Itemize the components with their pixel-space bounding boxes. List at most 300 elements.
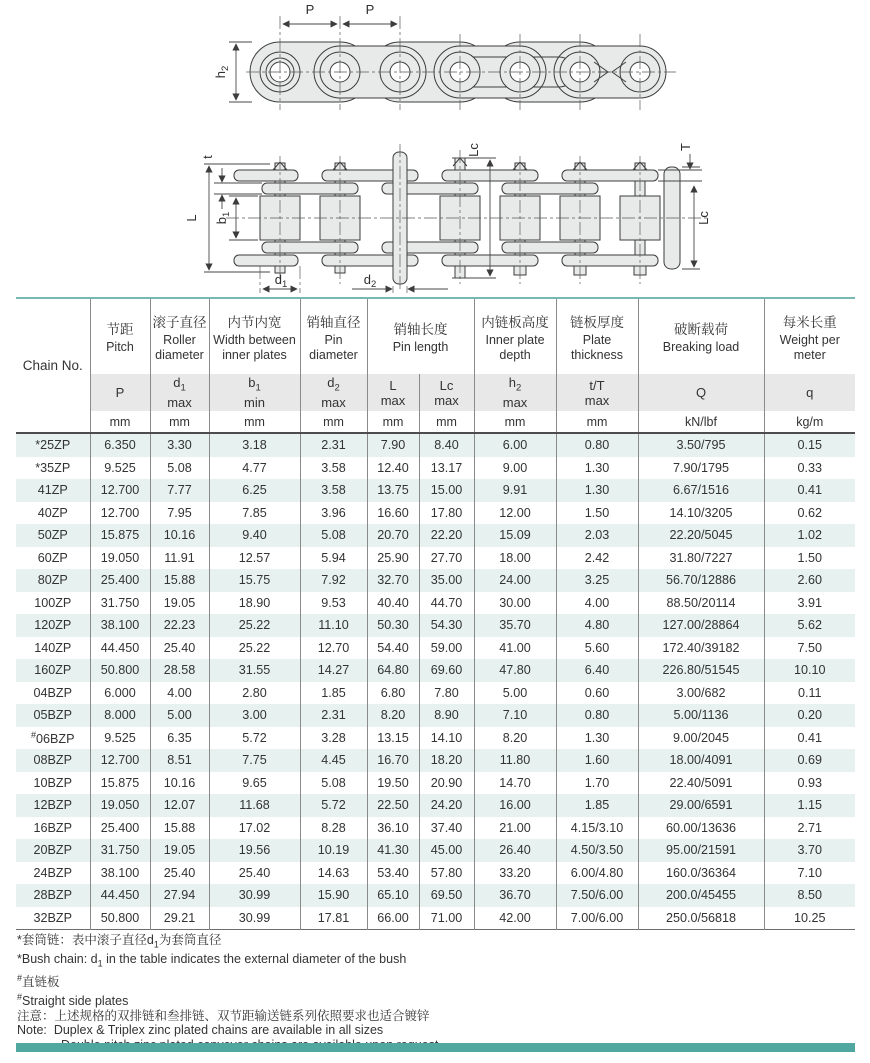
- value-cell: 30.99: [209, 884, 300, 907]
- value-cell: 22.23: [150, 614, 209, 637]
- subcol-symbol-weight-per-meter: q: [764, 374, 855, 411]
- value-cell: 69.60: [419, 659, 474, 682]
- value-cell: 18.00: [474, 547, 556, 570]
- value-cell: 41.30: [367, 839, 419, 862]
- value-cell: 0.60: [556, 682, 638, 705]
- unit-breaking-load: kN/lbf: [638, 411, 764, 433]
- value-cell: 6.350: [90, 433, 150, 457]
- value-cell: 25.400: [90, 569, 150, 592]
- value-cell: 59.00: [419, 637, 474, 660]
- value-cell: 2.80: [209, 682, 300, 705]
- value-cell: 7.90: [367, 433, 419, 457]
- value-cell: 25.40: [150, 637, 209, 660]
- chain-no-cell: 16BZP: [16, 817, 90, 840]
- col-header-weight-per-meter: [764, 298, 855, 374]
- col-header-en: Pin diameter: [309, 333, 358, 362]
- value-cell: 11.68: [209, 794, 300, 817]
- footnote-line: #直链板: [17, 973, 60, 990]
- unit-plate-thickness: mm: [556, 411, 638, 433]
- value-cell: 0.62: [764, 502, 855, 525]
- value-cell: 11.10: [300, 614, 367, 637]
- value-cell: 10.25: [764, 907, 855, 930]
- col-header-chain-no: Chain No.: [16, 298, 90, 433]
- subcol-symbol-plate-thickness: t/T max: [556, 374, 638, 411]
- value-cell: 38.100: [90, 862, 150, 885]
- value-cell: 172.40/39182: [638, 637, 764, 660]
- value-cell: 3.18: [209, 433, 300, 457]
- value-cell: 31.750: [90, 839, 150, 862]
- value-cell: 22.50: [367, 794, 419, 817]
- value-cell: 88.50/20114: [638, 592, 764, 615]
- value-cell: 9.65: [209, 772, 300, 795]
- value-cell: 14.10: [419, 727, 474, 750]
- chain-no-cell: 60ZP: [16, 547, 90, 570]
- value-cell: 64.80: [367, 659, 419, 682]
- table-row: [16, 772, 855, 795]
- value-cell: 54.40: [367, 637, 419, 660]
- value-cell: 27.70: [419, 547, 474, 570]
- value-cell: 95.00/21591: [638, 839, 764, 862]
- table-row: [16, 839, 855, 862]
- footnotes: [17, 933, 438, 1052]
- value-cell: 2.42: [556, 547, 638, 570]
- dim-label-L: L: [184, 214, 199, 222]
- chain-spec-table: [16, 297, 855, 930]
- chain-plan-view: [184, 143, 711, 293]
- value-cell: 19.050: [90, 547, 150, 570]
- col-header-zh: 滚子直径: [152, 315, 207, 330]
- value-cell: 127.00/28864: [638, 614, 764, 637]
- value-cell: 15.88: [150, 817, 209, 840]
- subcol-symbol-pin-length: Lc max: [419, 374, 474, 411]
- value-cell: 9.525: [90, 727, 150, 750]
- col-header-en: Breaking load: [662, 340, 740, 355]
- value-cell: 25.90: [367, 547, 419, 570]
- value-cell: 22.20: [419, 524, 474, 547]
- value-cell: 6.25: [209, 479, 300, 502]
- chain-no-cell: 100ZP: [16, 592, 90, 615]
- value-cell: 0.20: [764, 704, 855, 727]
- col-header-zh: 销轴长度: [393, 322, 448, 338]
- subcol-symbol-breaking-load: Q: [638, 374, 764, 411]
- value-cell: 71.00: [419, 907, 474, 930]
- value-cell: 3.58: [300, 457, 367, 480]
- value-cell: 19.56: [209, 839, 300, 862]
- footnote-line: 注意：上述规格的双排链和叁排链、双节距输送链系列依照要求也适合镀锌: [17, 1008, 430, 1023]
- value-cell: 31.80/7227: [638, 547, 764, 570]
- dim-label-h2: $h_2$: [213, 65, 231, 79]
- value-cell: 13.75: [367, 479, 419, 502]
- value-cell: 8.20: [474, 727, 556, 750]
- value-cell: 10.19: [300, 839, 367, 862]
- value-cell: 2.03: [556, 524, 638, 547]
- value-cell: 0.41: [764, 479, 855, 502]
- value-cell: 7.50/6.00: [556, 884, 638, 907]
- value-cell: 12.57: [209, 547, 300, 570]
- value-cell: 7.95: [150, 502, 209, 525]
- value-cell: 9.525: [90, 457, 150, 480]
- value-cell: 5.72: [300, 794, 367, 817]
- value-cell: 17.02: [209, 817, 300, 840]
- value-cell: 1.30: [556, 479, 638, 502]
- value-cell: 21.00: [474, 817, 556, 840]
- table-row: [16, 614, 855, 637]
- value-cell: 41.00: [474, 637, 556, 660]
- col-header-inner-plate-depth: [474, 298, 556, 374]
- value-cell: 50.800: [90, 907, 150, 930]
- col-header-roller-diameter: [150, 298, 209, 374]
- value-cell: 15.90: [300, 884, 367, 907]
- dim-label-lc-right: Lc: [696, 211, 711, 225]
- chain-no-cell: 32BZP: [16, 907, 90, 930]
- value-cell: 9.00/2045: [638, 727, 764, 750]
- unit-pitch: mm: [90, 411, 150, 433]
- col-header-zh: 节距: [106, 322, 134, 338]
- footnote-line: #Straight side plates: [17, 991, 129, 1009]
- value-cell: 15.875: [90, 524, 150, 547]
- table-row: [16, 433, 855, 457]
- col-header-pin-length: [367, 298, 474, 374]
- chain-technical-drawings: [0, 0, 870, 298]
- subcol-symbol-inner-plate-depth: $h_2$ max: [474, 374, 556, 411]
- dim-label-lc-top: Lc: [466, 143, 481, 157]
- value-cell: 20.70: [367, 524, 419, 547]
- unit-inner-plate-depth: mm: [474, 411, 556, 433]
- value-cell: 0.80: [556, 433, 638, 457]
- value-cell: 35.00: [419, 569, 474, 592]
- dim-label-d2: $d_2$: [363, 272, 377, 290]
- value-cell: 11.91: [150, 547, 209, 570]
- value-cell: 1.15: [764, 794, 855, 817]
- table-row: [16, 704, 855, 727]
- value-cell: 5.72: [209, 727, 300, 750]
- value-cell: 44.450: [90, 884, 150, 907]
- value-cell: 6.67/1516: [638, 479, 764, 502]
- value-cell: 3.96: [300, 502, 367, 525]
- value-cell: 32.70: [367, 569, 419, 592]
- value-cell: 2.31: [300, 704, 367, 727]
- dim-label-d1: $d_1$: [274, 272, 288, 290]
- value-cell: 38.100: [90, 614, 150, 637]
- chain-no-cell: *25ZP: [16, 433, 90, 457]
- chain-no-cell: 41ZP: [16, 479, 90, 502]
- value-cell: 37.40: [419, 817, 474, 840]
- col-header-en: Inner plate depth: [485, 333, 545, 362]
- table-row: [16, 907, 855, 930]
- value-cell: 17.80: [419, 502, 474, 525]
- subcol-symbol-pitch: P: [90, 374, 150, 411]
- table-body: [16, 433, 855, 930]
- value-cell: 5.00: [150, 704, 209, 727]
- value-cell: 5.94: [300, 547, 367, 570]
- subcol-symbol-roller-diameter: $d_1$ max: [150, 374, 209, 411]
- unit-roller-diameter: mm: [150, 411, 209, 433]
- table-row: [16, 794, 855, 817]
- value-cell: 10.16: [150, 524, 209, 547]
- col-header-zh: 内节内宽: [227, 315, 282, 330]
- value-cell: 11.80: [474, 749, 556, 772]
- value-cell: 16.60: [367, 502, 419, 525]
- col-header-inner-width: [209, 298, 300, 374]
- value-cell: 3.25: [556, 569, 638, 592]
- chain-no-cell: 50ZP: [16, 524, 90, 547]
- value-cell: 6.35: [150, 727, 209, 750]
- value-cell: 24.00: [474, 569, 556, 592]
- value-cell: 7.10: [764, 862, 855, 885]
- dim-label-p2: P: [365, 2, 375, 17]
- value-cell: 4.80: [556, 614, 638, 637]
- value-cell: 22.20/5045: [638, 524, 764, 547]
- value-cell: 44.450: [90, 637, 150, 660]
- table-row: [16, 862, 855, 885]
- value-cell: 65.10: [367, 884, 419, 907]
- value-cell: 7.92: [300, 569, 367, 592]
- value-cell: 31.750: [90, 592, 150, 615]
- value-cell: 12.00: [474, 502, 556, 525]
- value-cell: 42.00: [474, 907, 556, 930]
- chain-no-cell: #06BZP: [16, 727, 90, 750]
- value-cell: 40.40: [367, 592, 419, 615]
- value-cell: 1.02: [764, 524, 855, 547]
- col-header-en: Width between inner plates: [213, 333, 296, 362]
- table-row: [16, 727, 855, 750]
- value-cell: 66.00: [367, 907, 419, 930]
- chain-no-cell: 160ZP: [16, 659, 90, 682]
- value-cell: 4.77: [209, 457, 300, 480]
- value-cell: 50.30: [367, 614, 419, 637]
- value-cell: 14.27: [300, 659, 367, 682]
- value-cell: 1.30: [556, 457, 638, 480]
- value-cell: 15.75: [209, 569, 300, 592]
- chain-no-cell: *35ZP: [16, 457, 90, 480]
- value-cell: 12.70: [300, 637, 367, 660]
- value-cell: 1.30: [556, 727, 638, 750]
- col-header-zh: 销轴直径: [306, 315, 361, 330]
- table-row: [16, 682, 855, 705]
- value-cell: 36.10: [367, 817, 419, 840]
- footnote-line: *套筒链：表中滚子直径$d_1$为套筒直径: [17, 933, 222, 950]
- value-cell: 50.800: [90, 659, 150, 682]
- value-cell: 9.00: [474, 457, 556, 480]
- value-cell: 2.31: [300, 433, 367, 457]
- value-cell: 15.875: [90, 772, 150, 795]
- value-cell: 10.10: [764, 659, 855, 682]
- value-cell: 0.80: [556, 704, 638, 727]
- footnote-line: Note: Duplex & Triplex zinc plated chains are available in all sizes: [17, 1023, 384, 1038]
- value-cell: 9.53: [300, 592, 367, 615]
- table-row: [16, 457, 855, 480]
- chain-no-cell: 08BZP: [16, 749, 90, 772]
- value-cell: 0.93: [764, 772, 855, 795]
- col-header-en: Pin length: [392, 340, 449, 355]
- value-cell: 15.00: [419, 479, 474, 502]
- value-cell: 1.85: [556, 794, 638, 817]
- unit-inner-width: mm: [209, 411, 300, 433]
- value-cell: 22.40/5091: [638, 772, 764, 795]
- value-cell: 2.60: [764, 569, 855, 592]
- value-cell: 160.0/36364: [638, 862, 764, 885]
- value-cell: 57.80: [419, 862, 474, 885]
- value-cell: 3.30: [150, 433, 209, 457]
- value-cell: 28.58: [150, 659, 209, 682]
- chain-no-cell: 80ZP: [16, 569, 90, 592]
- chain-no-cell: 40ZP: [16, 502, 90, 525]
- value-cell: 5.00/1136: [638, 704, 764, 727]
- value-cell: 25.40: [209, 862, 300, 885]
- value-cell: 12.07: [150, 794, 209, 817]
- value-cell: 4.00: [556, 592, 638, 615]
- table-row: [16, 479, 855, 502]
- value-cell: 5.08: [300, 772, 367, 795]
- value-cell: 7.85: [209, 502, 300, 525]
- value-cell: 0.15: [764, 433, 855, 457]
- value-cell: 7.50: [764, 637, 855, 660]
- value-cell: 26.40: [474, 839, 556, 862]
- value-cell: 47.80: [474, 659, 556, 682]
- value-cell: 3.70: [764, 839, 855, 862]
- value-cell: 30.99: [209, 907, 300, 930]
- value-cell: 12.40: [367, 457, 419, 480]
- value-cell: 3.58: [300, 479, 367, 502]
- value-cell: 13.15: [367, 727, 419, 750]
- value-cell: 5.08: [300, 524, 367, 547]
- value-cell: 3.28: [300, 727, 367, 750]
- col-header-en: Roller diameter: [155, 333, 204, 362]
- value-cell: 8.28: [300, 817, 367, 840]
- value-cell: 8.90: [419, 704, 474, 727]
- chain-no-cell: 12BZP: [16, 794, 90, 817]
- value-cell: 6.00/4.80: [556, 862, 638, 885]
- value-cell: 15.88: [150, 569, 209, 592]
- value-cell: 7.80: [419, 682, 474, 705]
- value-cell: 14.63: [300, 862, 367, 885]
- table-row: [16, 569, 855, 592]
- footnote-line: *Bush chain: $d_1$ in the table indicates the external diameter of the bush: [17, 952, 407, 969]
- subcol-symbol-inner-width: $b_1$ min: [209, 374, 300, 411]
- value-cell: 1.70: [556, 772, 638, 795]
- col-header-pitch: [90, 298, 150, 374]
- value-cell: 1.60: [556, 749, 638, 772]
- table-row: [16, 659, 855, 682]
- value-cell: 16.00: [474, 794, 556, 817]
- col-header-zh: 链板厚度: [570, 315, 625, 330]
- value-cell: 12.700: [90, 502, 150, 525]
- col-header-en: Pitch: [106, 340, 134, 355]
- value-cell: 200.0/45455: [638, 884, 764, 907]
- value-cell: 18.20: [419, 749, 474, 772]
- value-cell: 13.17: [419, 457, 474, 480]
- chain-no-cell: 120ZP: [16, 614, 90, 637]
- unit-pin-length: mm: [367, 411, 419, 433]
- value-cell: 10.16: [150, 772, 209, 795]
- col-header-breaking-load: [638, 298, 764, 374]
- value-cell: 19.050: [90, 794, 150, 817]
- value-cell: 18.00/4091: [638, 749, 764, 772]
- value-cell: 19.05: [150, 592, 209, 615]
- col-header-en: Weight per meter: [779, 333, 840, 362]
- table-row: [16, 637, 855, 660]
- unit-weight-per-meter: kg/m: [764, 411, 855, 433]
- value-cell: 6.000: [90, 682, 150, 705]
- value-cell: 16.70: [367, 749, 419, 772]
- value-cell: 35.70: [474, 614, 556, 637]
- col-header-zh: 破断载荷: [674, 322, 729, 338]
- value-cell: 54.30: [419, 614, 474, 637]
- value-cell: 7.75: [209, 749, 300, 772]
- value-cell: 5.08: [150, 457, 209, 480]
- value-cell: 25.40: [150, 862, 209, 885]
- table-row: [16, 502, 855, 525]
- value-cell: 7.00/6.00: [556, 907, 638, 930]
- col-header-pin-diameter: [300, 298, 367, 374]
- dim-label-t: t: [200, 155, 215, 159]
- col-header-zh: 内链板高度: [481, 315, 549, 330]
- value-cell: 6.40: [556, 659, 638, 682]
- unit-pin-length: mm: [419, 411, 474, 433]
- table-row: [16, 884, 855, 907]
- value-cell: 5.60: [556, 637, 638, 660]
- value-cell: 1.50: [556, 502, 638, 525]
- value-cell: 18.90: [209, 592, 300, 615]
- value-cell: 17.81: [300, 907, 367, 930]
- value-cell: 7.10: [474, 704, 556, 727]
- value-cell: 250.0/56818: [638, 907, 764, 930]
- value-cell: 53.40: [367, 862, 419, 885]
- value-cell: 14.10/3205: [638, 502, 764, 525]
- table-row: [16, 547, 855, 570]
- value-cell: 3.00: [209, 704, 300, 727]
- dim-label-b1: $b_1$: [214, 211, 232, 225]
- value-cell: 9.40: [209, 524, 300, 547]
- value-cell: 8.20: [367, 704, 419, 727]
- value-cell: 6.80: [367, 682, 419, 705]
- value-cell: 1.85: [300, 682, 367, 705]
- value-cell: 25.22: [209, 637, 300, 660]
- value-cell: 0.33: [764, 457, 855, 480]
- value-cell: 36.70: [474, 884, 556, 907]
- value-cell: 19.50: [367, 772, 419, 795]
- value-cell: 8.000: [90, 704, 150, 727]
- value-cell: 31.55: [209, 659, 300, 682]
- table-row: [16, 817, 855, 840]
- value-cell: 12.700: [90, 479, 150, 502]
- value-cell: 27.94: [150, 884, 209, 907]
- value-cell: 20.90: [419, 772, 474, 795]
- table-row: [16, 749, 855, 772]
- value-cell: 0.41: [764, 727, 855, 750]
- value-cell: 44.70: [419, 592, 474, 615]
- table-row: [16, 592, 855, 615]
- value-cell: 8.50: [764, 884, 855, 907]
- value-cell: 15.09: [474, 524, 556, 547]
- value-cell: 4.45: [300, 749, 367, 772]
- value-cell: 3.91: [764, 592, 855, 615]
- value-cell: 30.00: [474, 592, 556, 615]
- bottom-accent-bar: [16, 1043, 855, 1052]
- value-cell: 4.00: [150, 682, 209, 705]
- value-cell: 0.69: [764, 749, 855, 772]
- value-cell: 0.11: [764, 682, 855, 705]
- chain-no-cell: 24BZP: [16, 862, 90, 885]
- col-header-plate-thickness: [556, 298, 638, 374]
- chain-no-cell: 05BZP: [16, 704, 90, 727]
- value-cell: 7.90/1795: [638, 457, 764, 480]
- value-cell: 60.00/13636: [638, 817, 764, 840]
- value-cell: 25.400: [90, 817, 150, 840]
- chain-no-cell: 20BZP: [16, 839, 90, 862]
- value-cell: 226.80/51545: [638, 659, 764, 682]
- value-cell: 7.77: [150, 479, 209, 502]
